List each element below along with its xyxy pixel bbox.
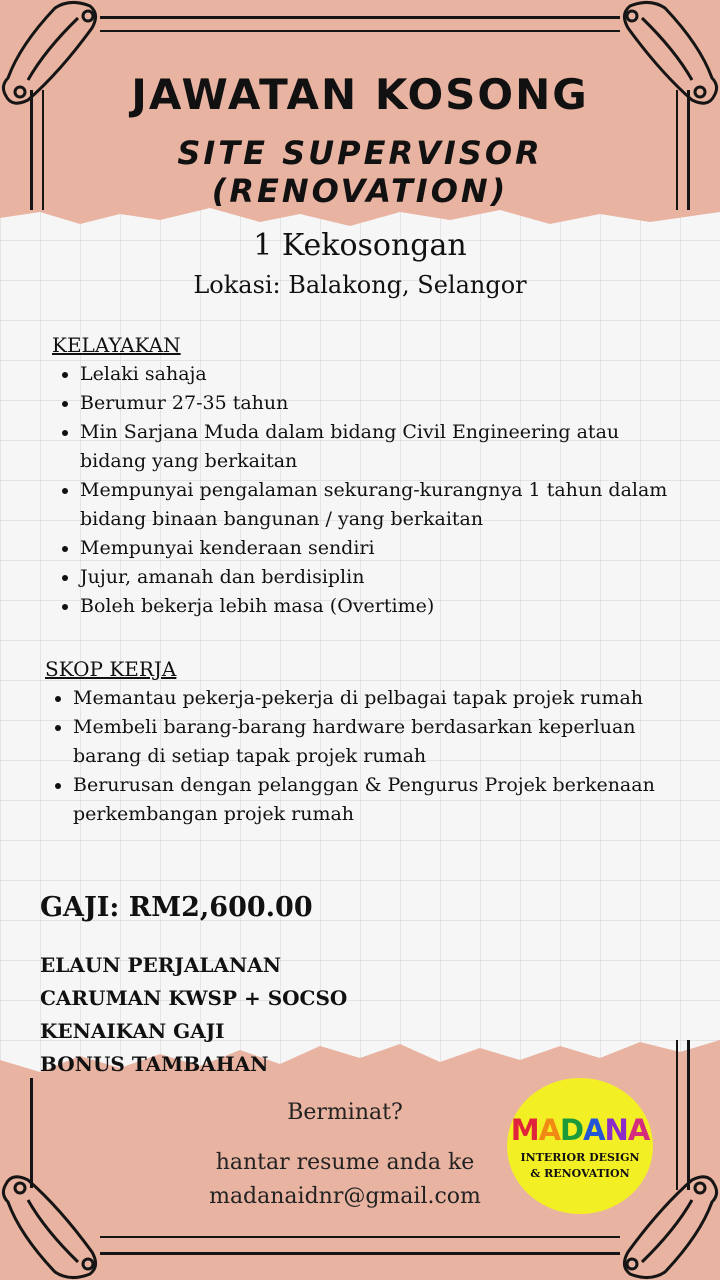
logo-subtitle-line1: INTERIOR DESIGN [520,1151,640,1164]
cta-instruction: hantar resume anda ke [215,1150,475,1175]
logo-name [507,1113,653,1147]
location: Lokasi: Balakong, Selangor [193,271,527,299]
frame-bottom-line-outer [100,1252,620,1255]
kelayakan-heading: KELAYAKAN [52,333,181,357]
frame-right-line-bottom-inner [676,1040,678,1190]
logo-subtitle [507,1150,653,1182]
list-item: • Memantau pekerja-pekerja di pelbagai tapak projek rumah [73,684,655,713]
logo-letter: A [538,1113,561,1147]
cta-question: Berminat? [287,1100,403,1125]
position-title-line2: (RENOVATION) [211,172,509,210]
skop-kerja-heading: SKOP KERJA [45,657,177,681]
kelayakan-section [52,330,682,621]
logo-letter: A [627,1113,650,1147]
list-item: • Mempunyai pengalaman sekurang-kurangnya 1 tahun dalam bidang binaan bangunan / yang berkaitan [80,476,682,534]
kelayakan-list [52,360,682,621]
list-item: • Jujur, amanah dan berdisiplin [80,563,682,592]
benefit-item: KENAIKAN GAJI [40,1019,225,1043]
list-item: • Berurusan dengan pelanggan & Pengurus Projek berkenaan perkembangan projek rumah [73,771,655,829]
cta-contact [190,1146,500,1214]
position-title [0,134,720,210]
logo-letter: A [583,1113,605,1147]
company-logo [507,1078,653,1214]
logo-letter: N [604,1113,628,1147]
benefits-list [40,949,347,1081]
list-item: • Berumur 27-35 tahun [80,389,682,418]
frame-top-line [100,16,620,19]
contact-email[interactable]: madanaidnr@gmail.com [209,1184,481,1209]
benefit-item: ELAUN PERJALANAN [40,953,282,977]
benefit-item: CARUMAN KWSP + SOCSO [40,986,348,1010]
frame-right-line-bottom [687,1040,690,1190]
skop-kerja-section [45,654,655,829]
corner-ornament-bottom-left-icon [0,1170,110,1280]
list-item: • Mempunyai kenderaan sendiri [80,534,682,563]
benefit-item: BONUS TAMBAHAN [40,1052,269,1076]
logo-letter: M [510,1113,539,1147]
logo-letter: D [560,1113,584,1147]
position-title-line1: SITE SUPERVISOR [177,134,543,172]
list-item: • Min Sarjana Muda dalam bidang Civil Engineering atau bidang yang berkaitan [80,418,682,476]
poster-title: JAWATAN KOSONG [131,70,589,119]
list-item: • Boleh bekerja lebih masa (Overtime) [80,592,682,621]
list-item: • Lelaki sahaja [80,360,682,389]
frame-top-line-inner [100,30,620,32]
vacancy-count: 1 Kekosongan [253,228,467,263]
frame-bottom-line [100,1236,620,1238]
list-item: • Membeli barang-barang hardware berdasarkan keperluan barang di setiap tapak projek rumah [73,713,655,771]
salary: GAJI: RM2,600.00 [40,892,313,923]
skop-kerja-list [45,684,655,829]
logo-subtitle-line2: & RENOVATION [530,1167,630,1180]
